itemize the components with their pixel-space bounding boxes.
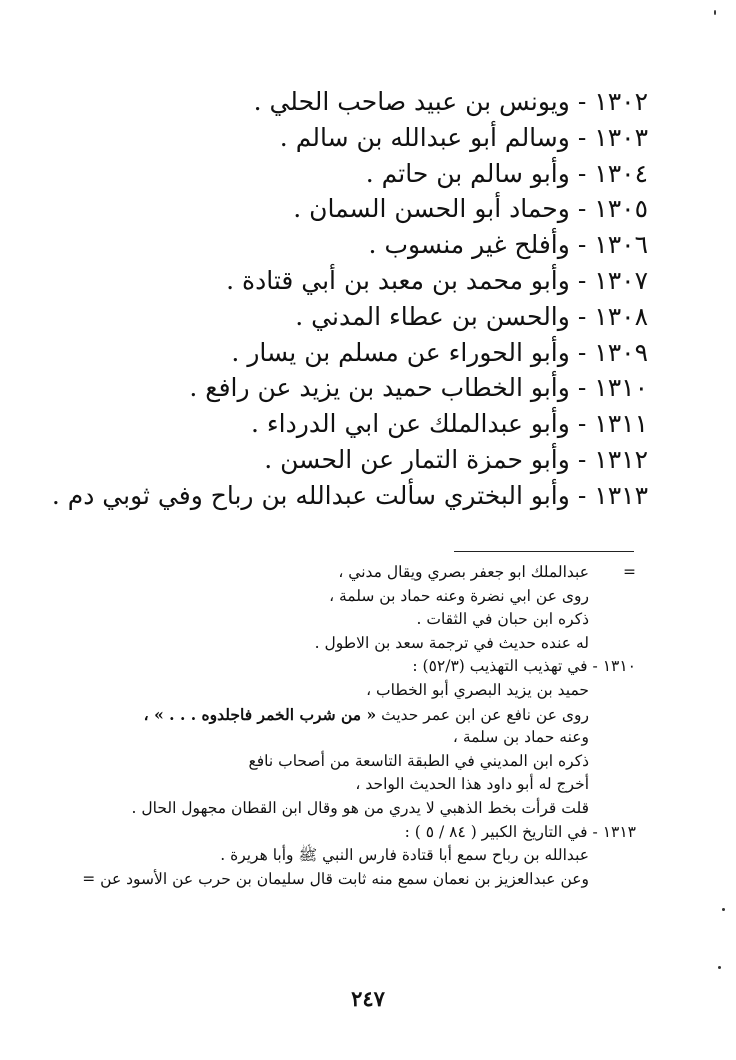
page-number: ٢٤٧: [351, 986, 385, 1011]
footnotes: [82, 561, 636, 891]
footnote-text: روى عن نافع عن ابن عمر حديث: [381, 705, 589, 724]
entry-1312: [128, 442, 648, 478]
footnote-line: له عنده حديث في ترجمة سعد بن الاطول .: [314, 633, 589, 652]
footnote-line: روى عن ابي نضرة وعنه حماد بن سلمة ،: [329, 586, 589, 605]
entry-1304: [128, 156, 648, 192]
footnote-line: ذكره ابن حبان في الثقات .: [416, 610, 589, 629]
entry-dash: -: [577, 87, 587, 116]
hadith-quote: « من شرب الخمر فاجلدوه . . . » ،: [143, 704, 377, 724]
entry-number: ١٣١١: [594, 409, 648, 439]
entry-number: ١٣٠٩: [594, 337, 648, 367]
entry-number: ١٣٠٢: [594, 87, 648, 116]
scan-speck: [718, 966, 721, 969]
footnote-heading-1310: ١٣١٠ - في تهذيب التهذيب (٥٢/٣) :: [412, 657, 636, 676]
entry-number: ١٣٠٣: [594, 122, 648, 152]
entry-dash: -: [577, 444, 587, 474]
entry-text: وسالم أبو عبدالله بن سالم .: [279, 122, 570, 152]
entry-1311: [128, 406, 648, 442]
entry-1302: [128, 84, 648, 120]
entry-text: وأبو الحوراء عن مسلم بن يسار .: [231, 337, 570, 367]
footnote-line-hadith: [116, 703, 636, 727]
entry-text: وأبو حمزة التمار عن الحسن .: [264, 444, 570, 474]
entry-text: وأبو البختري سألت عبدالله بن رباح وفي ثوبي دم .: [51, 480, 570, 510]
entry-text: وأبو محمد بن معبد بن أبي قتادة .: [226, 265, 570, 295]
entry-number: ١٣١٢: [594, 444, 648, 474]
narrator-list: [51, 84, 648, 514]
entry-dash: -: [577, 194, 587, 224]
entry-1303: [128, 120, 648, 156]
footnote-line: وعن عبدالعزيز بن نعمان سمع منه ثابت قال سليمان بن حرب عن الأسود عن =: [82, 869, 589, 888]
footnote-text: عبدالملك ابو جعفر بصري ويقال مدني ،: [338, 563, 589, 581]
entry-1306: [128, 227, 648, 263]
continuation-mark: =: [623, 563, 636, 581]
entry-number: ١٣٠٨: [594, 301, 648, 331]
footnote-line: ذكره ابن المديني في الطبقة التاسعة من أصحاب نافع: [248, 751, 589, 770]
entry-dash: -: [577, 373, 587, 403]
footnote-separator: [454, 551, 634, 552]
entry-dash: -: [577, 480, 587, 510]
entry-text: وأبو الخطاب حميد بن يزيد عن رافع .: [189, 373, 570, 403]
entry-1305: [128, 191, 648, 227]
footnote-line: [116, 561, 636, 585]
entry-number: ١٣١٠: [594, 373, 648, 403]
entry-number: ١٣٠٥: [594, 194, 648, 224]
footnote-line: قلت قرأت بخط الذهبي لا يدري من هو وقال ابن القطان مجهول الحال .: [131, 798, 589, 817]
entry-1308: [128, 299, 648, 335]
entry-dash: -: [577, 301, 587, 331]
footnote-heading-1313: ١٣١٣ - في التاريخ الكبير ( ٨٤ / ٥ ) :: [404, 822, 636, 841]
entry-dash: -: [577, 337, 587, 367]
entry-number: ١٣٠٧: [594, 265, 648, 295]
entry-number: ١٣٠٤: [594, 158, 648, 188]
entry-1309: [128, 335, 648, 371]
entry-text: وأبو سالم بن حاتم .: [365, 158, 570, 188]
scan-speck: [722, 908, 725, 911]
entry-1313: [51, 478, 648, 514]
entry-text: وأبو عبدالملك عن ابي الدرداء .: [251, 409, 570, 439]
entry-text: وحماد أبو الحسن السمان .: [293, 194, 570, 224]
footnote-line: أخرج له أبو داود هذا الحديث الواحد ،: [355, 775, 589, 794]
entry-dash: -: [577, 265, 587, 295]
footnote-line: وعنه حماد بن سلمة ،: [452, 728, 589, 747]
entry-1307: [128, 263, 648, 299]
entry-1310: [128, 370, 648, 406]
footnote-line: حميد بن يزيد البصري أبو الخطاب ،: [366, 680, 589, 699]
entry-dash: -: [577, 158, 587, 188]
entry-number: ١٣٠٦: [594, 230, 648, 260]
entry-text: والحسن بن عطاء المدني .: [295, 301, 570, 331]
entry-text: وأفلح غير منسوب .: [368, 230, 570, 260]
entry-dash: -: [577, 409, 587, 439]
entry-dash: -: [577, 122, 587, 152]
footnote-line: عبدالله بن رباح سمع أبا قتادة فارس النبي ﷺ وأبا هريرة .: [220, 846, 589, 865]
scan-speck: [714, 10, 716, 15]
entry-text: ويونس بن عبيد صاحب الحلي .: [253, 87, 570, 116]
entry-number: ١٣١٣: [594, 480, 648, 510]
entry-dash: -: [577, 230, 587, 260]
